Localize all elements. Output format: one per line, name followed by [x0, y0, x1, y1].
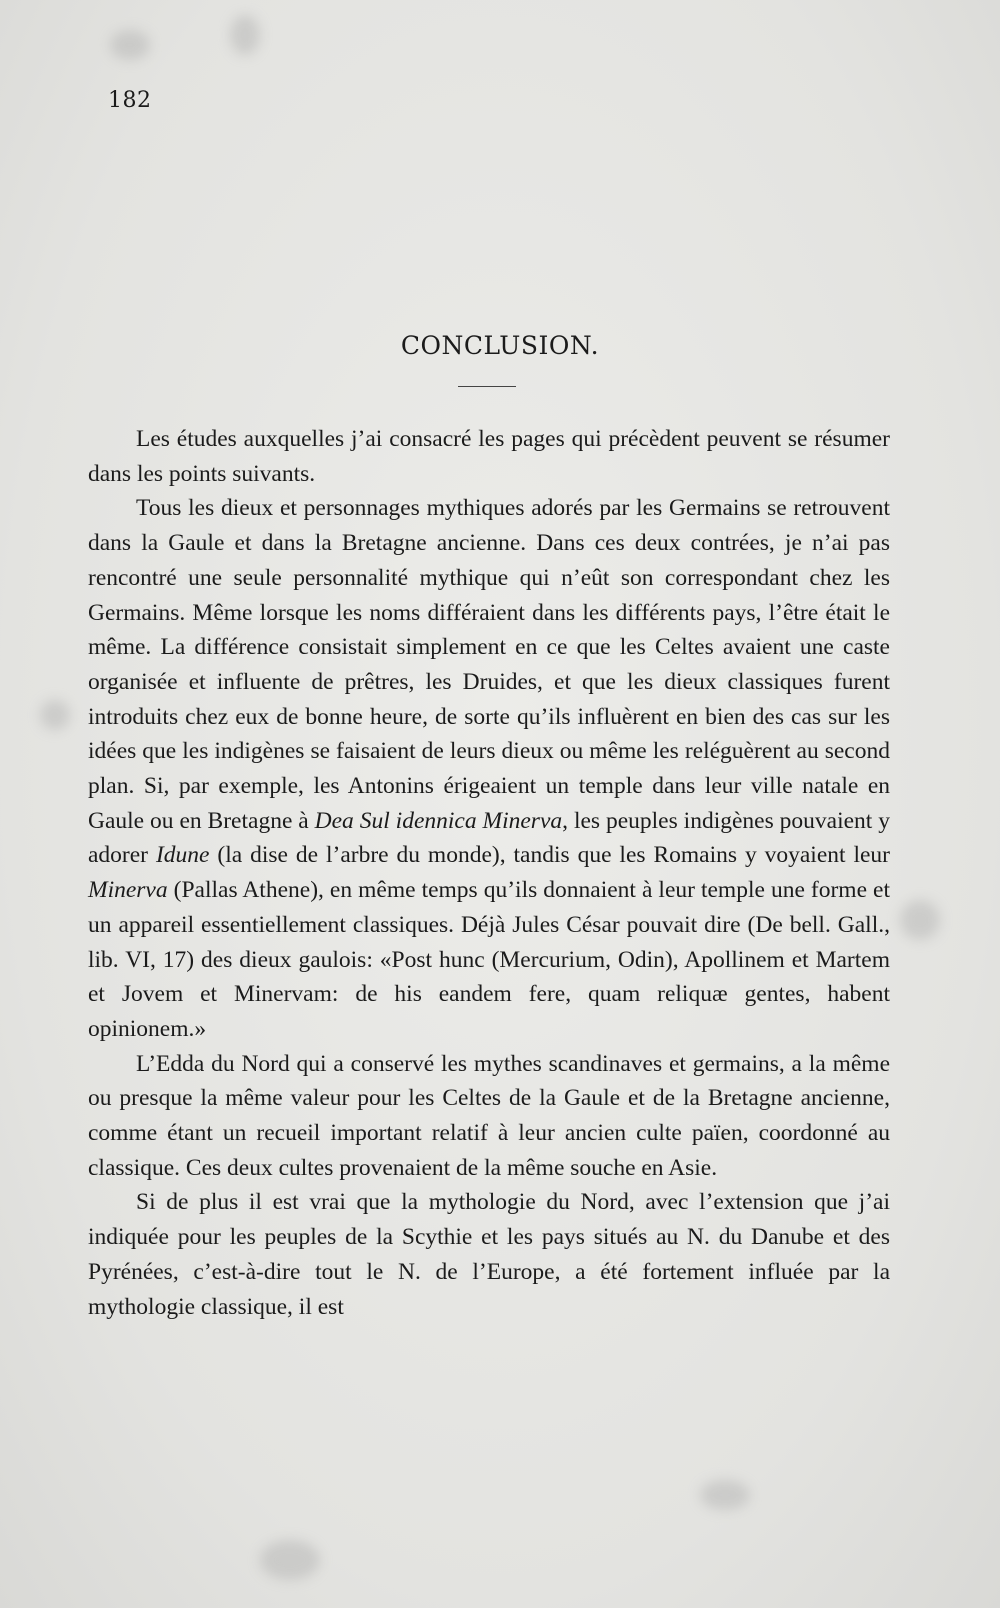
paper-stain — [260, 1540, 320, 1580]
paper-stain — [40, 700, 70, 730]
paragraph-text: Les études auxquelles j’ai consacré les pages qui précèdent peuvent se résumer dans les points suivants. — [88, 426, 890, 487]
italic-term: Minerva — [88, 877, 168, 904]
body-text — [88, 422, 890, 1324]
paper-stain — [230, 15, 260, 55]
paragraph — [88, 491, 890, 1046]
paper-stain — [110, 30, 150, 60]
italic-term: Idune — [155, 842, 210, 869]
page-number: 182 — [108, 88, 152, 113]
chapter-title: CONCLUSION. — [400, 331, 600, 360]
title-divider — [458, 386, 516, 387]
paragraph-text: Si de plus il est vrai que la mythologie du Nord, avec l’extension que j’ai indiquée pour les peuples de la Scythie et les pays situés au N. du Danube et des Pyrénées, c’est-à-dire tout le N. de l’Europe, a été fortement influée par la mythologie classique, il est — [88, 1189, 890, 1320]
paragraph-text: (Pallas Athene), en même temps qu’ils donnaient à leur temple une forme et un appareil essentiellement classiques. Déjà Jules César pouvait dire (De bell. Gall., lib. VI, 17) des dieux gaulois: «Post hunc (Mercurium, Odin), Apollinem et Martem et Jovem et Minervam: de his eandem fere, quam reliquæ gentes, habent opinionem.» — [88, 877, 890, 1042]
paper-stain — [700, 1480, 750, 1510]
paragraph-text: , les peuples indigènes pouvaient y adorer — [88, 807, 890, 869]
paragraph — [88, 1185, 890, 1324]
paper-stain — [900, 900, 940, 940]
paragraph-text: L’Edda du Nord qui a conservé les mythes scandinaves et germains, a la même ou presque la même valeur pour les Celtes de la Gaule et de la Bretagne ancienne, comme étant un recueil important relatif à leur ancien culte païen, coordonné au classique. Ces deux cultes provenaient de la même souche en Asie. — [88, 1050, 890, 1181]
paragraph — [88, 422, 890, 491]
paragraph-text: Tous les dieux et personnages mythiques adorés par les Germains se retrouvent dans la Gaule et dans la Bretagne ancienne. Dans ces deux contrées, je n’ai pas rencontré une seule personnalité mythique qui n’eût son correspondant chez les Germains. Même lorsque les noms différaient dans les différents pays, l’être était le même. La différence consistait simplement en ce que les Celtes avaient une caste organisée et influente de prêtres, les Druides, et que les dieux classiques furent introduits chez eux de bonne heure, de sorte qu’ils influèrent en bien des cas sur les idées que les indigènes se faisaient de leurs dieux ou même les reléguèrent au second plan. Si, par exemple, les Antonins érigeaient un temple dans leur ville natale en Gaule ou en Bretagne à — [88, 495, 890, 834]
paragraph — [88, 1047, 890, 1186]
paragraph-text: (la dise de l’arbre du monde), tandis que les Romains y voyaient leur — [209, 842, 890, 869]
italic-term: Dea Sul idennica Minerva — [314, 807, 563, 834]
